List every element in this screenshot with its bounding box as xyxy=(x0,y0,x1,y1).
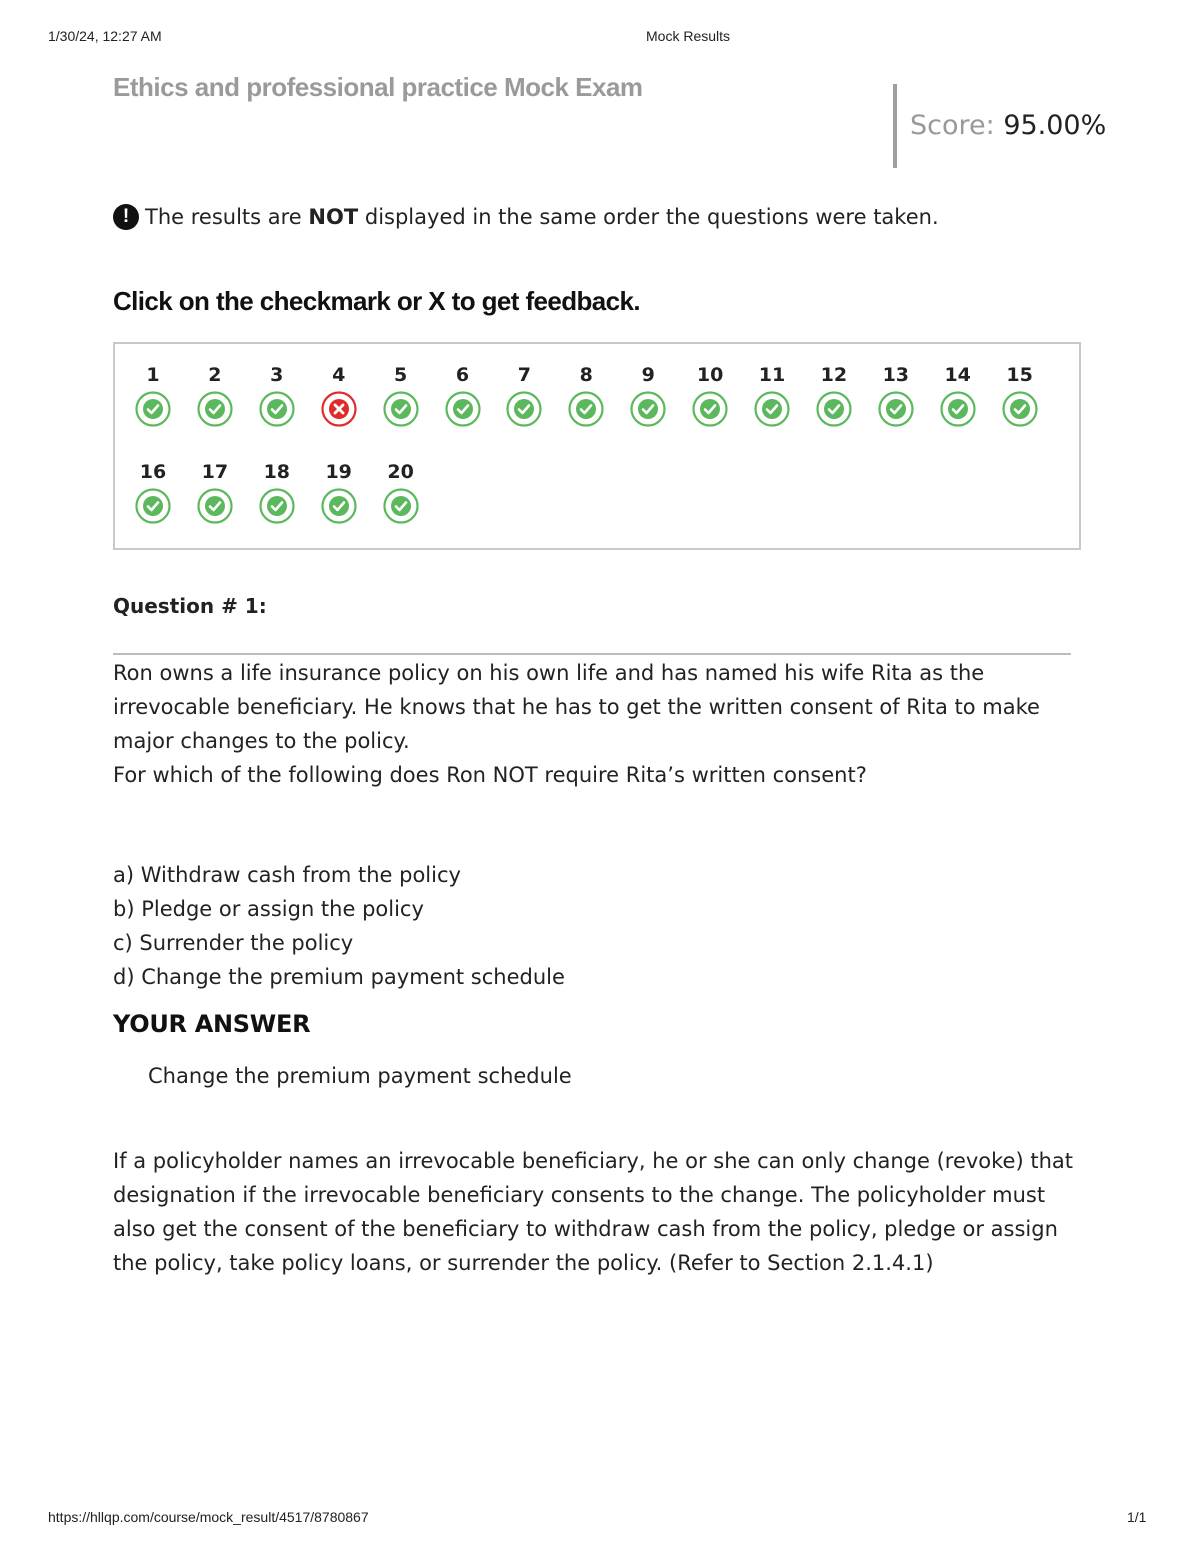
question-number: 3 xyxy=(270,364,284,386)
question-result-item xyxy=(685,364,735,427)
question-result-item xyxy=(499,364,549,427)
question-result-item xyxy=(871,364,921,427)
question-number: 6 xyxy=(455,364,470,386)
checkmark-icon[interactable] xyxy=(259,488,295,524)
question-result-item xyxy=(933,364,983,427)
option-b: b) Pledge or assign the policy xyxy=(113,897,424,921)
question-number: 20 xyxy=(387,461,414,483)
print-page-number: 1/1 xyxy=(1127,1509,1147,1525)
your-answer: Change the premium payment schedule xyxy=(148,1064,572,1088)
question-number: 7 xyxy=(517,364,531,386)
your-answer-heading: YOUR ANSWER xyxy=(113,1010,311,1038)
question-result-item xyxy=(190,461,240,524)
print-datetime: 1/30/24, 12:27 AM xyxy=(48,28,162,44)
question-result-item xyxy=(128,364,178,427)
notice-post: displayed in the same order the questions were taken. xyxy=(364,205,939,229)
question-divider xyxy=(113,653,1071,655)
checkmark-icon[interactable] xyxy=(754,391,790,427)
question-number: 12 xyxy=(820,364,848,386)
question-result-item xyxy=(623,364,673,427)
question-number: 11 xyxy=(758,364,786,386)
checkmark-icon[interactable] xyxy=(135,391,171,427)
answer-options xyxy=(113,858,565,994)
checkmark-icon[interactable] xyxy=(259,391,295,427)
question-number: 15 xyxy=(1006,364,1033,386)
checkmark-icon[interactable] xyxy=(878,391,914,427)
checkmark-icon[interactable] xyxy=(816,391,852,427)
print-url: https://hllqp.com/course/mock_result/4517/8780867 xyxy=(48,1509,369,1525)
question-number: 18 xyxy=(263,461,291,483)
option-a: a) Withdraw cash from the policy xyxy=(113,863,461,887)
exclamation-icon: ! xyxy=(113,204,139,230)
order-notice xyxy=(113,204,939,230)
question-result-item xyxy=(376,461,426,524)
checkmark-icon[interactable] xyxy=(630,391,666,427)
question-prompt: For which of the following does Ron NOT require Rita’s written consent? xyxy=(113,763,867,787)
checkmark-icon[interactable] xyxy=(197,488,233,524)
option-d: d) Change the premium payment schedule xyxy=(113,965,565,989)
notice-pre: The results are xyxy=(145,205,302,229)
question-number: 13 xyxy=(882,364,910,386)
question-number: 5 xyxy=(393,364,408,386)
question-number: 8 xyxy=(579,364,593,386)
question-number: 16 xyxy=(139,461,167,483)
feedback-heading: Click on the checkmark or X to get feedback. xyxy=(113,286,641,316)
question-title: Question # 1: xyxy=(113,594,267,618)
notice-emphasis: NOT xyxy=(308,205,359,229)
question-stem: Ron owns a life insurance policy on his own life and has named his wife Rita as the irrevocable beneficiary. He knows that he has to get the written consent of Rita to make major changes to the policy. xyxy=(113,661,1040,753)
score-value: 95.00% xyxy=(1003,110,1107,141)
question-number: 1 xyxy=(146,364,160,386)
question-result-item xyxy=(438,364,488,427)
question-result-item xyxy=(252,364,302,427)
question-result-item xyxy=(252,461,302,524)
question-result-item xyxy=(561,364,611,427)
question-number: 10 xyxy=(696,364,724,386)
question-result-item xyxy=(809,364,859,427)
question-results-grid xyxy=(113,342,1081,550)
checkmark-icon[interactable] xyxy=(383,391,419,427)
question-number: 9 xyxy=(641,364,655,386)
checkmark-icon[interactable] xyxy=(321,488,357,524)
question-number: 14 xyxy=(944,364,971,386)
question-number: 17 xyxy=(201,461,229,483)
answer-explanation: If a policyholder names an irrevocable beneficiary, he or she can only change (revoke) that designation if the irrevocable beneficiary consents to the change. The policyholder must also get the consent of the beneficiary to withdraw cash from the policy, pledge or assign the policy, take policy loans, or surrender the policy. (Refer to Section 2.1.4.1) xyxy=(113,1149,1073,1275)
question-result-item xyxy=(376,364,426,427)
question-result-item xyxy=(314,461,364,524)
question-result-item xyxy=(747,364,797,427)
checkmark-icon[interactable] xyxy=(940,391,976,427)
question-result-item xyxy=(128,461,178,524)
checkmark-icon[interactable] xyxy=(568,391,604,427)
score xyxy=(910,110,1106,141)
x-icon[interactable] xyxy=(321,391,357,427)
option-c: c) Surrender the policy xyxy=(113,931,354,955)
checkmark-icon[interactable] xyxy=(506,391,542,427)
question-text xyxy=(113,656,1078,792)
print-doc-title: Mock Results xyxy=(646,28,731,44)
score-divider xyxy=(893,84,897,168)
question-number: 4 xyxy=(332,364,346,386)
checkmark-icon[interactable] xyxy=(692,391,728,427)
checkmark-icon[interactable] xyxy=(383,488,419,524)
question-result-item xyxy=(190,364,240,427)
checkmark-icon[interactable] xyxy=(135,488,171,524)
checkmark-icon[interactable] xyxy=(445,391,481,427)
question-result-item xyxy=(995,364,1045,427)
exam-title: Ethics and professional practice Mock Exam xyxy=(113,72,643,102)
checkmark-icon[interactable] xyxy=(197,391,233,427)
checkmark-icon[interactable] xyxy=(1002,391,1038,427)
question-number: 2 xyxy=(208,364,222,386)
score-label: Score: xyxy=(910,110,995,141)
question-number: 19 xyxy=(325,461,352,483)
question-result-item xyxy=(314,364,364,427)
